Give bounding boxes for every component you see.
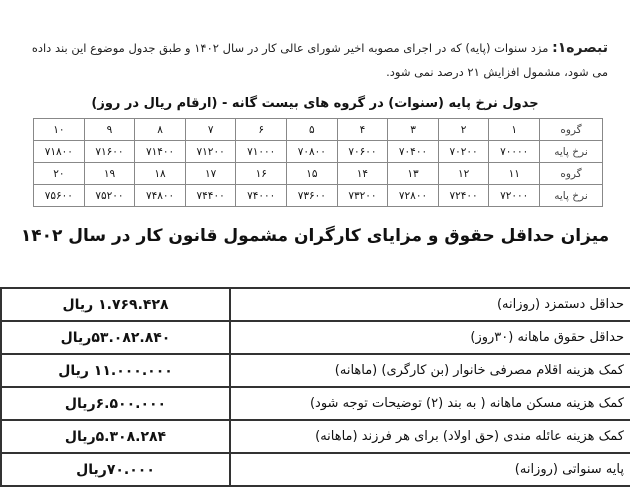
table-cell: ۱۴: [337, 163, 388, 185]
table-cell: ۱۲: [438, 163, 489, 185]
table-cell: ۷۲۴۰۰: [438, 185, 489, 207]
table-cell: ۳: [388, 119, 439, 141]
table-cell: ۷: [185, 119, 236, 141]
table-cell: ۷۰۶۰۰: [337, 141, 388, 163]
wage-value: ۷۰.۰۰۰ریال: [1, 453, 230, 486]
table-cell: ۱۷: [185, 163, 236, 185]
note-text: مزد سنوات (پایه) که در اجرای مصوبه اخیر شورای عالی کار در سال ۱۴۰۲ و طبق جدول موضوع این بند داده می شود، مشمول افزایش ۲۱ درصد نمی شود.: [31, 41, 608, 79]
table-cell: ۴: [337, 119, 388, 141]
table-cell: ۲: [438, 119, 489, 141]
table-cell: ۱: [489, 119, 540, 141]
note-label: تبصره۱:: [552, 40, 608, 56]
wage-label: پایه سنواتی (روزانه): [230, 453, 630, 486]
table-cell: ۷۵۲۰۰: [84, 185, 135, 207]
wage-value: ۶.۵۰۰.۰۰۰ریال: [1, 387, 230, 420]
main-title: میزان حداقل حقوق و مزایای کارگران مشمول قانون کار در سال ۱۴۰۲: [20, 226, 610, 246]
wages-table: [0, 287, 630, 487]
table-cell: ۷۱۴۰۰: [135, 141, 186, 163]
table-cell: ۷۴۰۰۰: [236, 185, 287, 207]
row-label: نرخ پایه: [540, 141, 603, 163]
wage-label: کمک هزینه مسکن ماهانه ( به بند (۲) توضیحات توجه شود): [230, 387, 630, 420]
wage-value: ۵۳.۰۸۲.۸۴۰ریال: [1, 321, 230, 354]
table-cell: ۷۳۶۰۰: [287, 185, 338, 207]
wage-label: حداقل حقوق ماهانه (۳۰روز): [230, 321, 630, 354]
row-label: نرخ پایه: [540, 185, 603, 207]
note-paragraph: [18, 36, 608, 84]
table-cell: ۷۱۲۰۰: [185, 141, 236, 163]
table-cell: ۷۰۸۰۰: [287, 141, 338, 163]
table-cell: ۷۱۶۰۰: [84, 141, 135, 163]
wage-row: [1, 354, 630, 387]
table-cell: ۷۰۴۰۰: [388, 141, 439, 163]
table-cell: ۲۰: [34, 163, 85, 185]
table-cell: ۷۱۰۰۰: [236, 141, 287, 163]
table-cell: ۱۵: [287, 163, 338, 185]
rates-table-title: جدول نرخ پایه (سنوات) در گروه های بیست گانه - (ارقام ریال در روز): [91, 96, 539, 111]
table-cell: ۱۸: [135, 163, 186, 185]
table-cell: ۱۳: [388, 163, 439, 185]
table-cell: ۶: [236, 119, 287, 141]
table-cell: ۷۰۲۰۰: [438, 141, 489, 163]
table-cell: ۷۲۸۰۰: [388, 185, 439, 207]
table-row: [34, 163, 603, 185]
table-cell: ۸: [135, 119, 186, 141]
table-cell: ۱۹: [84, 163, 135, 185]
wage-row: [1, 420, 630, 453]
table-cell: ۵: [287, 119, 338, 141]
wage-row: [1, 288, 630, 321]
table-cell: ۹: [84, 119, 135, 141]
table-cell: ۷۲۰۰۰: [489, 185, 540, 207]
row-label: گروه: [540, 163, 603, 185]
wage-row: [1, 387, 630, 420]
table-row: [34, 185, 603, 207]
table-cell: ۱۶: [236, 163, 287, 185]
table-cell: ۷۵۶۰۰: [34, 185, 85, 207]
wage-row: [1, 321, 630, 354]
table-row: [34, 119, 603, 141]
table-cell: ۷۳۲۰۰: [337, 185, 388, 207]
wage-value: ۱۱.۰۰۰.۰۰۰ ریال: [1, 354, 230, 387]
wage-label: کمک هزینه اقلام مصرفی خانوار (بن کارگری) (ماهانه): [230, 354, 630, 387]
table-cell: ۷۴۸۰۰: [135, 185, 186, 207]
wage-value: ۱.۷۶۹.۴۲۸ ریال: [1, 288, 230, 321]
table-cell: ۷۱۸۰۰: [34, 141, 85, 163]
table-cell: ۷۴۴۰۰: [185, 185, 236, 207]
wage-value: ۵.۳۰۸.۲۸۴ریال: [1, 420, 230, 453]
wage-row: [1, 453, 630, 486]
table-cell: ۷۰۰۰۰: [489, 141, 540, 163]
wage-label: حداقل دستمزد (روزانه): [230, 288, 630, 321]
table-cell: ۱۱: [489, 163, 540, 185]
table-row: [34, 141, 603, 163]
table-cell: ۱۰: [34, 119, 85, 141]
wage-label: کمک هزینه عائله مندی (حق اولاد) برای هر فرزند (ماهانه): [230, 420, 630, 453]
row-label: گروه: [540, 119, 603, 141]
rates-table: [33, 118, 603, 207]
